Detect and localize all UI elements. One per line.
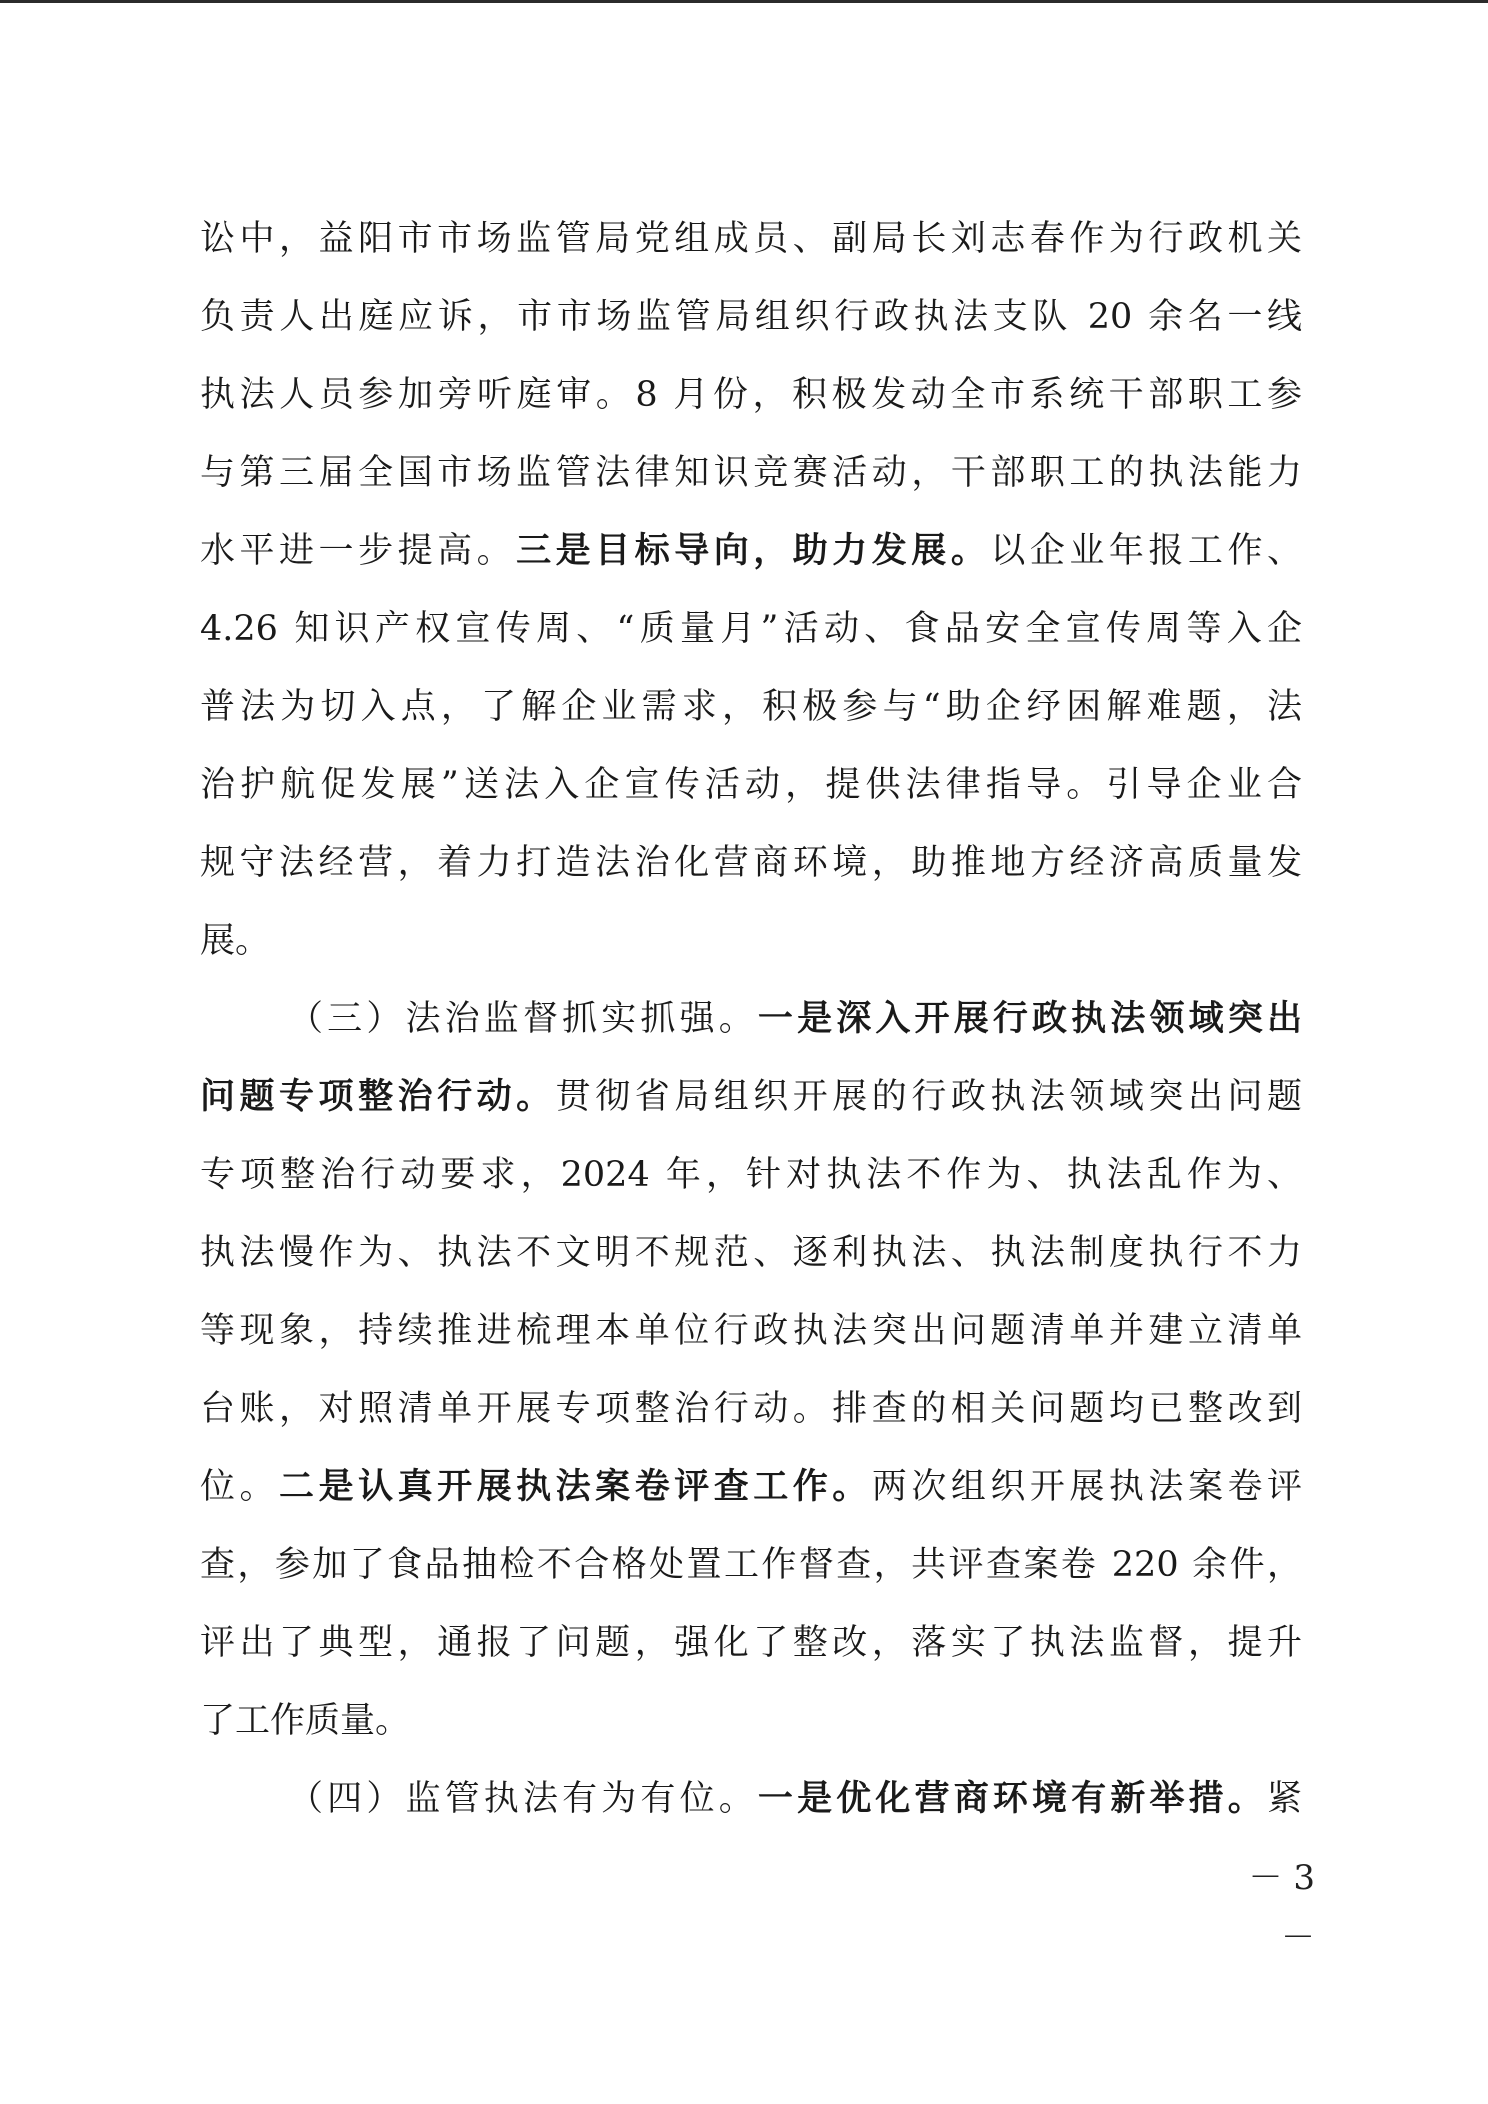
bold-heading: 一是深入开展行政执法领域突出 [757, 998, 1302, 1039]
top-border-line [0, 0, 1488, 3]
text-line: 讼中，益阳市市场监管局党组成员、副局长刘志春作为行政机关 [200, 219, 1302, 259]
text-line: 台账，对照清单开展专项整治行动。排查的相关问题均已整改到 [200, 1389, 1302, 1429]
text-line: 水平进一步提高。三是目标导向，助力发展。以企业年报工作、 [200, 530, 1302, 571]
text-line: 执法人员参加旁听庭审。8 月份，积极发动全市系统干部职工参 [200, 375, 1302, 415]
text-line: 治护航促发展”送法入企宣传活动，提供法律指导。引导企业合 [200, 765, 1302, 805]
bold-heading: 问题专项整治行动。 [200, 1076, 556, 1117]
text-line: 查，参加了食品抽检不合格处置工作督查，共评查案卷 220 余件， [200, 1545, 1302, 1585]
section-title: （四）监管执法有为有位。 [288, 1779, 758, 1819]
section-heading-line [288, 980, 1302, 1058]
text-line: 负责人出庭应诉，市市场监管局组织行政执法支队 20 余名一线 [200, 297, 1302, 337]
section-heading-line: （四）监管执法有为有位。一是优化营商环境有新举措。紧 [288, 1778, 1302, 1819]
text-line: 执法慢作为、执法不文明不规范、逐利执法、执法制度执行不力 [200, 1233, 1302, 1273]
text-line: 评出了典型，通报了问题，强化了整改，落实了执法监督，提升 [200, 1623, 1302, 1663]
text-line: 了工作质量。 [200, 1701, 411, 1741]
bold-heading: 三是目标导向，助力发展。 [516, 530, 991, 571]
text-line: 专项整治行动要求，2024 年，针对执法不作为、执法乱作为、 [200, 1155, 1302, 1195]
text-line: 普法为切入点，了解企业需求，积极参与“助企纾困解难题，法 [200, 687, 1302, 727]
text-line: 展。 [200, 921, 271, 961]
bold-heading: 一是优化营商环境有新举措。 [757, 1778, 1267, 1819]
page-number: － 3 － [1248, 1858, 1315, 1958]
text-line: 问题专项整治行动。贯彻省局组织开展的行政执法领域突出问题 [200, 1076, 1302, 1117]
text-line: 位。二是认真开展执法案卷评查工作。两次组织开展执法案卷评 [200, 1466, 1302, 1507]
text-line: 等现象，持续推进梳理本单位行政执法突出问题清单并建立清单 [200, 1311, 1302, 1351]
text-line: 规守法经营，着力打造法治化营商环境，助推地方经济高质量发 [200, 843, 1302, 883]
text-line: 与第三届全国市场监管法律知识竞赛活动，干部职工的执法能力 [200, 453, 1302, 493]
text-line: 4.26 知识产权宣传周、“质量月”活动、食品安全宣传周等入企 [200, 609, 1302, 649]
section-title: （三）法治监督抓实抓强。 [288, 999, 758, 1039]
bold-heading: 二是认真开展执法案卷评查工作。 [279, 1466, 872, 1507]
